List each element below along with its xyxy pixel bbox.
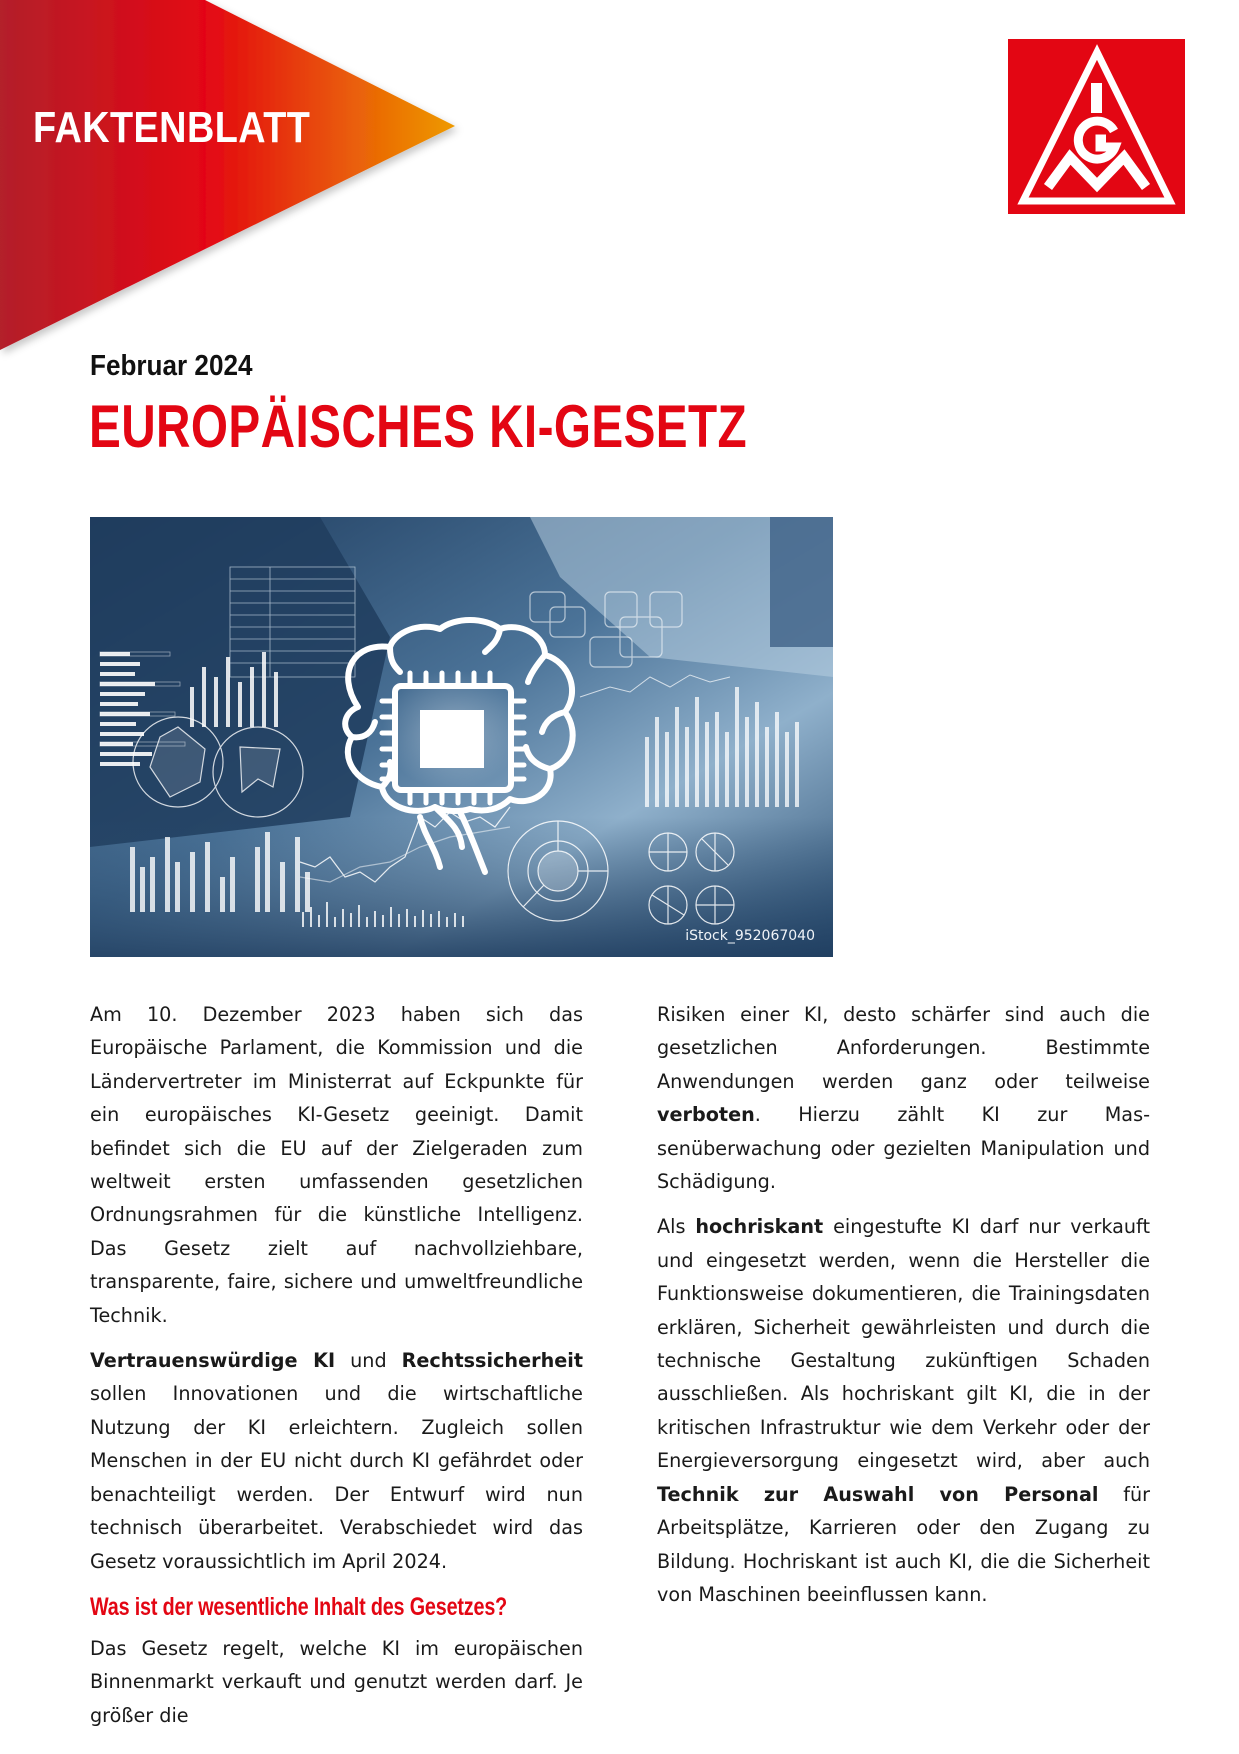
bold-term: Rechtssicherheit (401, 1349, 583, 1373)
bold-term: Technik zur Auswahl von Personal (657, 1482, 1099, 1506)
intro-paragraph: Am 10. Dezember 2023 haben sich das Europäische Parlament, die Kommission und die Ländervertreter im Ministerrat auf Eckpunkte für ein europäisches KI-Gesetz geeinigt. Damit befindet sich die EU auf der Zielgeraden zum weltweit ersten umfassenden gesetzlichen Ordnungsrahmen für die künstliche Intelligenz. Das Gesetz zielt auf nachvollziehbare, transparente, faire, sichere und umweltfreundliche Technik. (90, 1003, 583, 1327)
goals-paragraph (90, 1344, 583, 1578)
page-title: EUROPÄISCHES KI-GESETZ (89, 393, 748, 460)
logo-letter-i (1091, 83, 1102, 113)
header-banner (0, 0, 470, 370)
image-credit: iStock_952067040 (685, 928, 815, 944)
paragraph-text: und (335, 1349, 402, 1373)
paragraph-text: Als (657, 1215, 696, 1239)
paragraph-text: sollen Innovationen und die wirtschaftliche Nutzung der KI erleichtern. Zugleich sollen Menschen in der EU nicht durch KI gefährdet oder benachteiligt werden. Der Entwurf wird nun technisch überarbeitet. Verabschiedet wird das Gesetz voraussichtlich im April 2024. (90, 1382, 583, 1573)
paragraph-text: für Arbeitsplätze, Karrieren oder den Zugang zu Bildung. Hochriskant ist auch KI, die die Sicherheit von Maschinen beeinflussen kann. (657, 1482, 1151, 1606)
body-column-left (90, 998, 583, 1744)
document-date: Februar 2024 (90, 350, 253, 382)
hero-illustration (90, 517, 833, 957)
paragraph-text: eingestufte KI darf nur verkauft und eingesetzt werden, wenn die Hersteller die Funktionsweise dokumentieren, die Trainingsdaten erklären, Sicherheit gewährleisten und durch die technische Gestaltung zukünftigen Schaden ausschließen. Als hochriskant gilt KI, die in der kritischen Infrastruktur wie dem Verkehr oder der Energieversorgung eingesetzt wird, aber auch (657, 1215, 1150, 1473)
section-heading: Was ist der wesentliche Inhalt des Gesetzes? (90, 1592, 508, 1621)
bold-term: verboten (657, 1103, 755, 1127)
body-column-right (657, 998, 1150, 1623)
document-type-label: FAKTENBLATT (33, 103, 311, 152)
paragraph-text: . Hierzu zählt KI zur Massenüberwachung oder gezielten Manipulation und Schädigung. (657, 1103, 1150, 1194)
hero-image (90, 517, 833, 957)
bold-term: hochriskant (695, 1215, 824, 1239)
banner-arrow-shape (0, 0, 455, 350)
paragraph-text: Risiken einer KI, desto schärfer sind auch die gesetzlichen Anforderungen. Bestimmte Anwendungen werden ganz oder teilweise (657, 1003, 1150, 1093)
risk-paragraph (657, 998, 1150, 1198)
content-paragraph: Das Gesetz regelt, welche KI im europäischen Binnenmarkt verkauft und genutzt werden darf. Je größer die (90, 1636, 583, 1727)
high-risk-paragraph (657, 1210, 1150, 1611)
organization-logo (1008, 39, 1185, 214)
bold-term: Vertrauenswürdige KI (90, 1349, 336, 1373)
